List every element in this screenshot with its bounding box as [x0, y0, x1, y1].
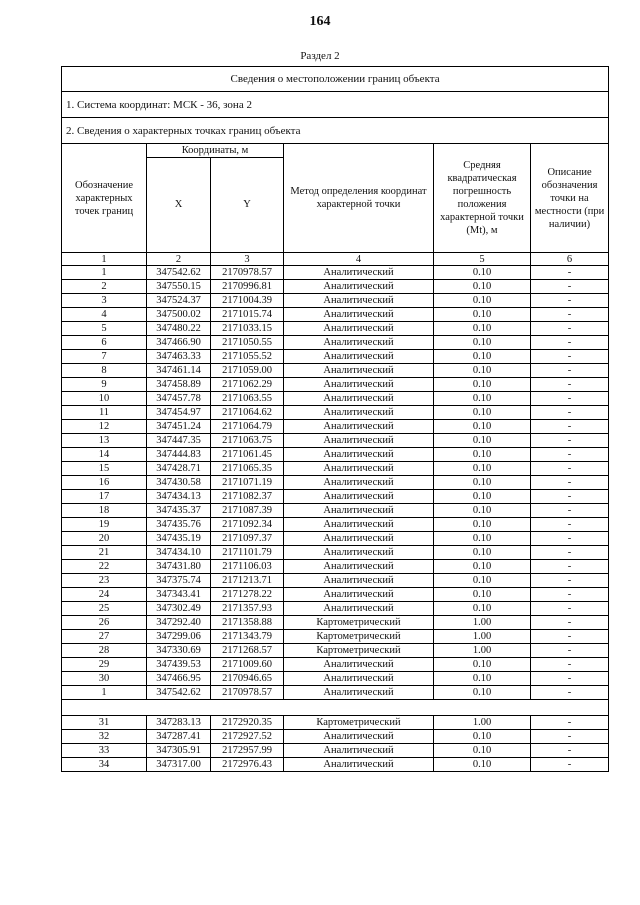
cell-description: -	[531, 744, 609, 758]
cell-method: Аналитический	[284, 490, 434, 504]
cell-x: 347292.40	[147, 616, 211, 630]
cell-point: 32	[62, 730, 147, 744]
table-row	[62, 546, 609, 560]
cell-error: 0.10	[434, 574, 531, 588]
cell-method: Картометрический	[284, 644, 434, 658]
header-point-name: Обозначение характерных точек границ	[62, 144, 147, 253]
cell-description: -	[531, 294, 609, 308]
cell-error: 0.10	[434, 532, 531, 546]
cell-point: 24	[62, 588, 147, 602]
cell-method: Аналитический	[284, 574, 434, 588]
cell-y: 2171357.93	[211, 602, 284, 616]
cell-point: 2	[62, 280, 147, 294]
column-number: 1	[62, 253, 147, 266]
table-row	[62, 644, 609, 658]
cell-y: 2171004.39	[211, 294, 284, 308]
cell-method: Аналитический	[284, 280, 434, 294]
cell-y: 2170946.65	[211, 672, 284, 686]
cell-point: 22	[62, 560, 147, 574]
cell-x: 347480.22	[147, 322, 211, 336]
cell-method: Аналитический	[284, 336, 434, 350]
cell-method: Картометрический	[284, 616, 434, 630]
cell-method: Аналитический	[284, 294, 434, 308]
cell-x: 347431.80	[147, 560, 211, 574]
cell-method: Аналитический	[284, 602, 434, 616]
cell-x: 347434.13	[147, 490, 211, 504]
cell-method: Аналитический	[284, 462, 434, 476]
cell-x: 347550.15	[147, 280, 211, 294]
cell-point: 6	[62, 336, 147, 350]
cell-point: 1	[62, 686, 147, 700]
cell-point: 20	[62, 532, 147, 546]
cell-y: 2170996.81	[211, 280, 284, 294]
table-row	[62, 476, 609, 490]
table-row	[62, 518, 609, 532]
cell-method: Аналитический	[284, 686, 434, 700]
cell-description: -	[531, 490, 609, 504]
cell-error: 0.10	[434, 744, 531, 758]
cell-y: 2171343.79	[211, 630, 284, 644]
cell-error: 0.10	[434, 294, 531, 308]
cell-point: 13	[62, 434, 147, 448]
table-row	[62, 686, 609, 700]
cell-method: Аналитический	[284, 420, 434, 434]
cell-x: 347302.49	[147, 602, 211, 616]
cell-point: 30	[62, 672, 147, 686]
cell-description: -	[531, 560, 609, 574]
cell-x: 347524.37	[147, 294, 211, 308]
cell-method: Аналитический	[284, 560, 434, 574]
cell-error: 0.10	[434, 758, 531, 772]
cell-description: -	[531, 588, 609, 602]
table-row	[62, 574, 609, 588]
table-row	[62, 658, 609, 672]
table-row	[62, 588, 609, 602]
cell-description: -	[531, 546, 609, 560]
cell-error: 1.00	[434, 644, 531, 658]
cell-y: 2171033.15	[211, 322, 284, 336]
column-number: 4	[284, 253, 434, 266]
cell-y: 2171063.55	[211, 392, 284, 406]
cell-method: Аналитический	[284, 364, 434, 378]
cell-y: 2171268.57	[211, 644, 284, 658]
table-row	[62, 350, 609, 364]
cell-description: -	[531, 420, 609, 434]
cell-error: 1.00	[434, 616, 531, 630]
cell-description: -	[531, 658, 609, 672]
cell-y: 2171082.37	[211, 490, 284, 504]
cell-point: 10	[62, 392, 147, 406]
column-number: 3	[211, 253, 284, 266]
cell-point: 7	[62, 350, 147, 364]
table-row	[62, 364, 609, 378]
cell-error: 0.10	[434, 406, 531, 420]
cell-y: 2171055.52	[211, 350, 284, 364]
cell-y: 2171097.37	[211, 532, 284, 546]
cell-description: -	[531, 716, 609, 730]
cell-error: 0.10	[434, 686, 531, 700]
cell-point: 26	[62, 616, 147, 630]
cell-error: 0.10	[434, 546, 531, 560]
cell-method: Аналитический	[284, 546, 434, 560]
cell-y: 2171062.29	[211, 378, 284, 392]
cell-point: 1	[62, 266, 147, 280]
cell-x: 347439.53	[147, 658, 211, 672]
cell-error: 0.10	[434, 462, 531, 476]
table-row	[62, 532, 609, 546]
cell-error: 0.10	[434, 392, 531, 406]
cell-x: 347457.78	[147, 392, 211, 406]
table-row	[62, 448, 609, 462]
cell-description: -	[531, 266, 609, 280]
cell-point: 29	[62, 658, 147, 672]
cell-point: 14	[62, 448, 147, 462]
cell-point: 27	[62, 630, 147, 644]
cell-method: Аналитический	[284, 672, 434, 686]
table-row	[62, 378, 609, 392]
cell-y: 2171278.22	[211, 588, 284, 602]
section-label: Раздел 2	[300, 50, 340, 62]
cell-error: 0.10	[434, 308, 531, 322]
cell-x: 347542.62	[147, 686, 211, 700]
cell-error: 0.10	[434, 378, 531, 392]
cell-x: 347454.97	[147, 406, 211, 420]
cell-method: Аналитический	[284, 744, 434, 758]
table-row	[62, 308, 609, 322]
cell-point: 16	[62, 476, 147, 490]
table-row	[62, 744, 609, 758]
cell-error: 1.00	[434, 716, 531, 730]
cell-x: 347283.13	[147, 716, 211, 730]
cell-y: 2171087.39	[211, 504, 284, 518]
cell-description: -	[531, 448, 609, 462]
cell-x: 347435.19	[147, 532, 211, 546]
cell-method: Аналитический	[284, 378, 434, 392]
cell-description: -	[531, 504, 609, 518]
cell-error: 0.10	[434, 448, 531, 462]
cell-method: Аналитический	[284, 350, 434, 364]
cell-x: 347343.41	[147, 588, 211, 602]
cell-y: 2171059.00	[211, 364, 284, 378]
cell-y: 2172920.35	[211, 716, 284, 730]
column-number: 2	[147, 253, 211, 266]
cell-x: 347299.06	[147, 630, 211, 644]
cell-point: 8	[62, 364, 147, 378]
cell-method: Аналитический	[284, 588, 434, 602]
cell-x: 347430.58	[147, 476, 211, 490]
cell-x: 347317.00	[147, 758, 211, 772]
cell-point: 15	[62, 462, 147, 476]
cell-y: 2172976.43	[211, 758, 284, 772]
cell-point: 23	[62, 574, 147, 588]
cell-method: Аналитический	[284, 658, 434, 672]
table-row	[62, 336, 609, 350]
cell-y: 2171063.75	[211, 434, 284, 448]
cell-error: 0.10	[434, 336, 531, 350]
cell-error: 0.10	[434, 504, 531, 518]
cell-point: 28	[62, 644, 147, 658]
cell-method: Аналитический	[284, 448, 434, 462]
cell-y: 2171071.19	[211, 476, 284, 490]
table-row	[62, 716, 609, 730]
cell-y: 2171213.71	[211, 574, 284, 588]
cell-method: Картометрический	[284, 716, 434, 730]
cell-error: 0.10	[434, 266, 531, 280]
table-row	[62, 490, 609, 504]
cell-y: 2171092.34	[211, 518, 284, 532]
cell-description: -	[531, 476, 609, 490]
table-row	[62, 672, 609, 686]
cell-description: -	[531, 392, 609, 406]
cell-y: 2171358.88	[211, 616, 284, 630]
cell-error: 0.10	[434, 730, 531, 744]
cell-point: 11	[62, 406, 147, 420]
column-number: 5	[434, 253, 531, 266]
cell-description: -	[531, 434, 609, 448]
cell-y: 2171064.79	[211, 420, 284, 434]
cell-method: Аналитический	[284, 504, 434, 518]
cell-error: 0.10	[434, 350, 531, 364]
cell-error: 0.10	[434, 658, 531, 672]
cell-description: -	[531, 378, 609, 392]
cell-description: -	[531, 532, 609, 546]
cell-x: 347500.02	[147, 308, 211, 322]
cell-error: 0.10	[434, 364, 531, 378]
column-number: 6	[531, 253, 609, 266]
cell-y: 2171065.35	[211, 462, 284, 476]
cell-description: -	[531, 616, 609, 630]
table-row	[62, 730, 609, 744]
cell-x: 347466.95	[147, 672, 211, 686]
cell-method: Картометрический	[284, 630, 434, 644]
cell-y: 2171015.74	[211, 308, 284, 322]
cell-description: -	[531, 602, 609, 616]
cell-description: -	[531, 644, 609, 658]
cell-x: 347435.37	[147, 504, 211, 518]
coord-system: 1. Система координат: МСК - 36, зона 2	[62, 92, 609, 118]
cell-point: 34	[62, 758, 147, 772]
cell-point: 25	[62, 602, 147, 616]
page-number: 164	[309, 14, 331, 29]
cell-point: 19	[62, 518, 147, 532]
cell-y: 2171106.03	[211, 560, 284, 574]
blank-cell	[62, 700, 609, 716]
cell-description: -	[531, 364, 609, 378]
cell-x: 347463.33	[147, 350, 211, 364]
cell-error: 0.10	[434, 560, 531, 574]
table-row	[62, 266, 609, 280]
cell-error: 0.10	[434, 434, 531, 448]
cell-method: Аналитический	[284, 322, 434, 336]
table-row	[62, 392, 609, 406]
cell-error: 0.10	[434, 588, 531, 602]
cell-error: 0.10	[434, 322, 531, 336]
cell-method: Аналитический	[284, 730, 434, 744]
cell-description: -	[531, 322, 609, 336]
table-row	[62, 294, 609, 308]
cell-description: -	[531, 280, 609, 294]
cell-description: -	[531, 308, 609, 322]
cell-error: 0.10	[434, 602, 531, 616]
table-row	[62, 560, 609, 574]
table-row	[62, 504, 609, 518]
cell-error: 0.10	[434, 420, 531, 434]
header-method: Метод определения координат характерной точки	[284, 144, 434, 253]
table-row	[62, 462, 609, 476]
table-row	[62, 434, 609, 448]
cell-method: Аналитический	[284, 392, 434, 406]
boundary-points-table	[61, 66, 609, 772]
cell-y: 2170978.57	[211, 686, 284, 700]
cell-point: 5	[62, 322, 147, 336]
table-row	[62, 280, 609, 294]
cell-x: 347466.90	[147, 336, 211, 350]
cell-method: Аналитический	[284, 308, 434, 322]
cell-point: 12	[62, 420, 147, 434]
cell-x: 347461.14	[147, 364, 211, 378]
cell-error: 0.10	[434, 672, 531, 686]
cell-x: 347542.62	[147, 266, 211, 280]
cell-x: 347447.35	[147, 434, 211, 448]
cell-description: -	[531, 630, 609, 644]
cell-method: Аналитический	[284, 532, 434, 546]
cell-error: 0.10	[434, 518, 531, 532]
points-heading: 2. Сведения о характерных точках границ объекта	[62, 118, 609, 144]
cell-description: -	[531, 518, 609, 532]
cell-y: 2171009.60	[211, 658, 284, 672]
cell-description: -	[531, 574, 609, 588]
cell-x: 347428.71	[147, 462, 211, 476]
cell-description: -	[531, 758, 609, 772]
cell-y: 2170978.57	[211, 266, 284, 280]
table-row	[62, 616, 609, 630]
table-row	[62, 630, 609, 644]
cell-method: Аналитический	[284, 518, 434, 532]
cell-method: Аналитический	[284, 406, 434, 420]
cell-point: 18	[62, 504, 147, 518]
cell-x: 347434.10	[147, 546, 211, 560]
cell-x: 347458.89	[147, 378, 211, 392]
table-row	[62, 322, 609, 336]
cell-y: 2171101.79	[211, 546, 284, 560]
header-error: Средняя квадратическая погрешность положения характерной точки (Mt), м	[434, 144, 531, 253]
cell-description: -	[531, 350, 609, 364]
cell-point: 9	[62, 378, 147, 392]
cell-description: -	[531, 336, 609, 350]
cell-y: 2171064.62	[211, 406, 284, 420]
cell-error: 0.10	[434, 476, 531, 490]
cell-method: Аналитический	[284, 434, 434, 448]
cell-point: 33	[62, 744, 147, 758]
cell-description: -	[531, 730, 609, 744]
cell-description: -	[531, 406, 609, 420]
cell-x: 347444.83	[147, 448, 211, 462]
cell-description: -	[531, 462, 609, 476]
table-title: Сведения о местоположении границ объекта	[62, 67, 609, 92]
cell-x: 347435.76	[147, 518, 211, 532]
table-separator-row	[62, 700, 609, 716]
cell-description: -	[531, 686, 609, 700]
cell-method: Аналитический	[284, 758, 434, 772]
cell-y: 2171050.55	[211, 336, 284, 350]
header-description: Описание обозначения точки на местности (при наличии)	[531, 144, 609, 253]
cell-point: 3	[62, 294, 147, 308]
cell-point: 21	[62, 546, 147, 560]
cell-x: 347305.91	[147, 744, 211, 758]
cell-y: 2172957.99	[211, 744, 284, 758]
cell-x: 347451.24	[147, 420, 211, 434]
header-coordinates: Координаты, м	[147, 144, 284, 158]
cell-error: 0.10	[434, 490, 531, 504]
header-y: Y	[211, 158, 284, 253]
table-row	[62, 420, 609, 434]
cell-point: 17	[62, 490, 147, 504]
cell-y: 2171061.45	[211, 448, 284, 462]
table-row	[62, 758, 609, 772]
cell-y: 2172927.52	[211, 730, 284, 744]
table-row	[62, 602, 609, 616]
header-x: X	[147, 158, 211, 253]
cell-point: 31	[62, 716, 147, 730]
cell-x: 347375.74	[147, 574, 211, 588]
cell-description: -	[531, 672, 609, 686]
cell-x: 347330.69	[147, 644, 211, 658]
cell-method: Аналитический	[284, 266, 434, 280]
cell-error: 1.00	[434, 630, 531, 644]
cell-point: 4	[62, 308, 147, 322]
table-row	[62, 406, 609, 420]
cell-method: Аналитический	[284, 476, 434, 490]
cell-x: 347287.41	[147, 730, 211, 744]
cell-error: 0.10	[434, 280, 531, 294]
